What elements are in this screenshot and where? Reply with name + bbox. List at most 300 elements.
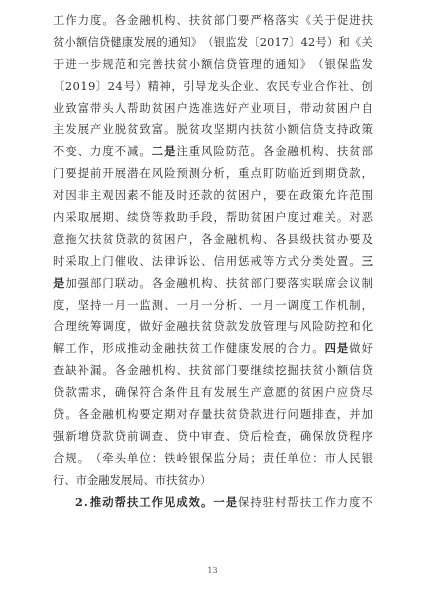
text-char: 市 xyxy=(75,473,87,487)
text-char: 前 xyxy=(127,429,139,443)
text-char: 2 xyxy=(64,79,73,93)
text-char: 、 xyxy=(176,14,188,27)
text-char: 因 xyxy=(114,189,127,203)
text-char: 贷 xyxy=(53,386,65,400)
text-char: 风 xyxy=(151,167,164,181)
text-char: 注 xyxy=(176,145,188,159)
text-char: 监 xyxy=(213,451,225,465)
text-char: 。 xyxy=(164,123,176,137)
text-char: 、 xyxy=(139,254,151,268)
text-char: 许 xyxy=(336,189,349,203)
text-char: 致 xyxy=(65,101,77,115)
text-char: 缺 xyxy=(65,364,77,378)
text-char: 式 xyxy=(287,254,299,268)
text-char: 。 xyxy=(102,14,114,27)
text-char: 是 xyxy=(53,275,65,290)
text-char: 帮 xyxy=(287,495,299,509)
text-char: 门 xyxy=(102,276,114,290)
text-char: 主 xyxy=(90,189,102,203)
text-line xyxy=(53,360,373,382)
text-char: 格 xyxy=(262,14,275,27)
text-char: 有 xyxy=(201,386,213,400)
text-char: 重 xyxy=(188,145,201,159)
text-char: 要 xyxy=(275,189,287,203)
text-char: 戒 xyxy=(250,254,262,268)
text-char: 困 xyxy=(164,232,176,246)
text-char: 各 xyxy=(275,232,287,246)
text-char: 调 xyxy=(139,429,151,443)
text-char: 单 xyxy=(127,451,139,465)
text-char: 扶 xyxy=(250,123,262,137)
text-char: 扶 xyxy=(176,342,188,356)
text-char: 展 xyxy=(77,123,89,137)
text-char: ） xyxy=(135,79,147,93)
text-char: 度 xyxy=(287,211,299,225)
text-char: 机 xyxy=(114,408,127,422)
text-char: 力 xyxy=(77,14,89,27)
text-line xyxy=(53,338,373,360)
text-char: 扶 xyxy=(188,320,201,334)
text-char: 险 xyxy=(164,167,176,181)
text-char: ， xyxy=(127,320,139,334)
text-char: 贷 xyxy=(238,429,250,443)
text-char: 取 xyxy=(77,211,89,225)
text-char: 并 xyxy=(349,408,361,422)
text-char: 时 xyxy=(53,254,65,268)
text-char: 7 xyxy=(281,35,289,49)
text-char: 二 xyxy=(151,144,164,159)
document-body xyxy=(53,10,373,513)
text-char: 联 xyxy=(312,276,324,290)
text-char: 贷 xyxy=(213,320,225,334)
text-char: 攻 xyxy=(201,123,213,137)
text-char: 议 xyxy=(349,276,361,290)
text-char: 。 xyxy=(336,211,349,225)
text-char: 动 xyxy=(312,101,324,115)
text-char: 精 xyxy=(147,79,159,93)
text-char: 金 xyxy=(90,408,102,422)
text-char: 工 xyxy=(312,495,324,509)
text-char: 、 xyxy=(254,79,266,93)
text-char: 确 xyxy=(114,386,127,400)
text-char: 扶 xyxy=(126,494,139,509)
text-char: 0 xyxy=(267,35,275,49)
text-char: 信 xyxy=(299,123,312,137)
text-line xyxy=(53,32,373,54)
text-char: 挖 xyxy=(275,364,287,378)
text-char: 作 xyxy=(324,495,336,509)
text-char: 。 xyxy=(102,364,114,378)
text-char: 成 xyxy=(176,494,188,509)
text-char: ， xyxy=(361,167,373,181)
text-char: 贷 xyxy=(90,429,102,443)
text-char: 款 xyxy=(225,320,238,334)
text-char: 贫 xyxy=(299,386,312,400)
text-char: 扶 xyxy=(188,364,201,378)
text-char: 产 xyxy=(90,123,102,137)
text-char: 贫 xyxy=(201,320,213,334)
text-char: 排 xyxy=(312,408,324,422)
text-line xyxy=(53,316,373,338)
text-char: 小 xyxy=(188,57,201,71)
text-char: 信 xyxy=(349,364,361,378)
text-char: 查 xyxy=(275,429,287,443)
text-char: 铁 xyxy=(164,451,176,465)
text-char: 防 xyxy=(275,167,287,181)
text-char: 收 xyxy=(127,254,139,268)
text-char: 户 xyxy=(250,189,262,203)
text-char: 贷 xyxy=(114,429,127,443)
text-char: 理 xyxy=(250,57,262,71)
text-line xyxy=(53,207,373,229)
text-char: 单 xyxy=(287,451,299,465)
text-char: 做 xyxy=(139,320,151,334)
text-char: 贷 xyxy=(336,429,349,443)
text-char: 等 xyxy=(262,254,275,268)
text-char: 位 xyxy=(299,451,312,465)
text-char: 贷 xyxy=(336,167,349,181)
text-char: ， xyxy=(188,232,201,246)
text-char: 期 xyxy=(324,167,336,181)
text-char: 范 xyxy=(349,189,361,203)
text-char: ， xyxy=(262,189,275,203)
text-char: 查 xyxy=(151,429,164,443)
text-char: 不 xyxy=(53,145,65,159)
text-char: 政 xyxy=(299,189,312,203)
text-char: 到 xyxy=(312,167,324,181)
text-char: 中 xyxy=(188,429,201,443)
text-char: 险 xyxy=(312,320,324,334)
text-char: 健 xyxy=(225,342,238,356)
text-char: 责 xyxy=(262,451,275,465)
text-char: 规 xyxy=(65,451,77,465)
text-char: 金 xyxy=(213,232,225,246)
text-char: 一 xyxy=(250,298,262,312)
text-char: 推 xyxy=(89,494,102,509)
text-char: 等 xyxy=(151,211,164,225)
text-char: 内 xyxy=(53,211,65,225)
text-char: 机 xyxy=(299,145,312,159)
text-char: 扶 xyxy=(299,364,312,378)
text-char: 头 xyxy=(114,451,127,465)
text-char: 期 xyxy=(102,211,114,225)
text-char: 。 xyxy=(201,494,213,509)
text-char: 需 xyxy=(77,386,89,400)
text-char: 讼 xyxy=(188,254,201,268)
text-char: 行 xyxy=(53,473,65,487)
text-char: 2 xyxy=(259,35,267,49)
text-char: 机 xyxy=(151,14,164,27)
text-char: 增 xyxy=(77,429,89,443)
text-char: 动 xyxy=(139,342,151,356)
text-char: 量 xyxy=(201,408,213,422)
text-char: 变 xyxy=(65,145,77,159)
text-line xyxy=(53,404,373,426)
text-line xyxy=(53,185,373,207)
text-char: 测 xyxy=(188,167,201,181)
text-char: 帮 xyxy=(127,101,139,115)
text-char: 〕 xyxy=(289,35,301,49)
text-char: 困 xyxy=(336,101,349,115)
text-char: 头 xyxy=(218,79,231,93)
text-char: 牵 xyxy=(102,451,114,465)
text-char: 度 xyxy=(102,145,114,159)
text-char: 门 xyxy=(53,167,65,181)
text-char: 手 xyxy=(188,211,201,225)
text-char: 贫 xyxy=(238,276,250,290)
text-char: 部 xyxy=(361,145,373,159)
text-char: 段 xyxy=(201,211,213,225)
text-char: 持 xyxy=(250,495,262,509)
text-char: 作 xyxy=(325,79,337,93)
text-char: 对 xyxy=(349,211,361,225)
text-char: 富 xyxy=(77,101,89,115)
text-char: 知 xyxy=(287,57,299,71)
text-char: 漏 xyxy=(90,364,102,378)
page-number: 13 xyxy=(207,566,218,575)
text-char: 件 xyxy=(176,386,188,400)
text-char: 推 xyxy=(127,342,139,356)
text-char: 难 xyxy=(312,211,324,225)
text-char: 选 xyxy=(188,101,201,115)
text-char: 度 xyxy=(349,495,361,509)
text-char: 后 xyxy=(250,429,262,443)
text-char: 分 xyxy=(201,167,213,181)
text-char: 。 xyxy=(349,254,361,268)
text-char: 、 xyxy=(164,298,176,312)
text-char: 采 xyxy=(65,254,77,268)
text-char: 行 xyxy=(275,408,287,422)
text-char: 支 xyxy=(324,123,336,137)
text-char: 条 xyxy=(164,386,176,400)
text-char: 信 xyxy=(213,57,225,71)
text-char: 化 xyxy=(361,320,373,334)
text-char: 作 xyxy=(77,342,89,356)
text-char: 小 xyxy=(275,123,287,137)
text-char: 一 xyxy=(77,57,89,71)
text-char: 户 xyxy=(349,101,361,115)
text-char: 一 xyxy=(176,298,188,312)
text-char: 制 xyxy=(349,298,361,312)
text-char: 村 xyxy=(275,495,287,509)
text-char: 融 xyxy=(98,473,110,487)
text-char: 要 xyxy=(65,167,77,181)
text-char: ， xyxy=(225,167,238,181)
text-char: 的 xyxy=(287,386,299,400)
text-char: 。 xyxy=(65,408,77,422)
text-char: 发 xyxy=(213,386,225,400)
text-char: ， xyxy=(361,298,373,312)
text-char: 构 xyxy=(312,145,324,159)
text-char: 惩 xyxy=(238,254,250,268)
text-char: 额 xyxy=(287,123,299,137)
text-char: 融 xyxy=(176,320,188,334)
text-char: 2 xyxy=(308,35,316,49)
text-char: 展 xyxy=(225,386,238,400)
text-char: 检 xyxy=(262,429,275,443)
text-char: 理 xyxy=(65,320,77,334)
text-char: 定 xyxy=(151,408,164,422)
text-char: 控 xyxy=(336,320,349,334)
text-char: 任 xyxy=(275,451,287,465)
text-char: 业 xyxy=(250,101,262,115)
text-char: 合 xyxy=(151,386,164,400)
text-char: 是 xyxy=(336,341,349,356)
text-char: 测 xyxy=(151,298,164,312)
text-char: 构 xyxy=(250,232,262,246)
text-char: 保 xyxy=(127,386,139,400)
text-char: 〔 xyxy=(248,35,260,49)
text-char: 范 xyxy=(114,57,127,71)
text-line xyxy=(53,492,373,514)
text-char: 要 xyxy=(238,14,250,27)
text-char: 贫 xyxy=(151,101,164,115)
text-char: 审 xyxy=(201,429,213,443)
text-char: 的 xyxy=(156,35,168,49)
text-char: 类 xyxy=(312,254,324,268)
text-char: 策 xyxy=(361,123,373,137)
text-char: 小 xyxy=(64,35,76,49)
text-char: 四 xyxy=(324,341,336,356)
text-char: 头 xyxy=(102,101,114,115)
text-char: 、 xyxy=(143,473,155,487)
text-char: 门 xyxy=(225,364,238,378)
text-char: 导 xyxy=(195,79,207,93)
text-line xyxy=(53,54,373,76)
text-char: 助 xyxy=(139,101,151,115)
text-char: 0 xyxy=(72,79,80,93)
text-char: 〕 xyxy=(95,79,108,93)
text-char: 帮 xyxy=(114,494,126,509)
text-char: 催 xyxy=(114,254,127,268)
text-char: 贫 xyxy=(177,473,189,487)
text-char: 要 xyxy=(238,364,250,378)
text-line xyxy=(53,382,373,404)
text-char: 调 xyxy=(102,320,114,334)
text-char: 各 xyxy=(77,408,89,422)
text-char: 续 xyxy=(262,364,275,378)
text-char: 构 xyxy=(164,14,176,27)
text-char: 生 xyxy=(238,386,250,400)
text-char: 采 xyxy=(65,211,77,225)
text-char: 欠 xyxy=(77,232,89,246)
text-char: 查 xyxy=(213,429,225,443)
text-char: 进 xyxy=(65,57,77,71)
text-char: 1 xyxy=(80,79,88,93)
text-char: 部 xyxy=(90,276,102,290)
text-line xyxy=(53,229,373,251)
text-char: 。 xyxy=(250,145,262,159)
text-char: 贫 xyxy=(349,145,361,159)
text-char: 扶 xyxy=(164,57,176,71)
text-char: 贫 xyxy=(201,14,213,27)
text-char: 。 xyxy=(77,451,89,465)
text-char: 2 xyxy=(75,494,83,509)
text-line xyxy=(53,98,373,120)
text-char: 贷 xyxy=(361,364,373,378)
text-char: ， xyxy=(213,211,225,225)
text-char: 析 xyxy=(213,167,225,181)
text-char: 一 xyxy=(275,298,287,312)
text-char: 门 xyxy=(102,254,114,268)
text-char: 继 xyxy=(250,364,262,378)
text-char: 富 xyxy=(151,123,164,137)
text-char: 、 xyxy=(164,429,176,443)
text-char: 分 xyxy=(225,451,238,465)
text-char: 发 xyxy=(250,342,262,356)
text-char: 保 xyxy=(201,451,213,465)
text-char: 序 xyxy=(361,429,373,443)
text-char: 分 xyxy=(213,298,225,312)
text-char: 愿 xyxy=(275,386,287,400)
text-char: 业 xyxy=(242,79,254,93)
text-char: 合 xyxy=(313,79,326,93)
text-line xyxy=(53,141,373,163)
text-char: 形 xyxy=(102,342,114,356)
text-char: 款 xyxy=(127,232,139,246)
text-char: 贫 xyxy=(188,342,201,356)
text-char: 关 xyxy=(324,211,336,225)
text-char: 效 xyxy=(188,494,200,509)
text-char: 康 xyxy=(238,342,250,356)
text-char: 持 xyxy=(90,298,102,312)
text-char: 发 xyxy=(236,35,249,49)
text-char: 作 xyxy=(324,298,336,312)
text-char: 减 xyxy=(127,145,139,159)
text-char: 一 xyxy=(201,298,213,312)
text-char: 续 xyxy=(127,211,139,225)
text-char: . xyxy=(83,494,88,509)
text-char: 和 xyxy=(127,57,139,71)
text-char: 作 xyxy=(151,494,163,509)
text-char: 项 xyxy=(262,101,275,115)
text-char: 金 xyxy=(86,473,99,487)
text-char: 实 xyxy=(287,14,299,27)
text-char: 好 xyxy=(225,101,238,115)
text-char: 龙 xyxy=(206,79,219,93)
text-char: 会 xyxy=(336,276,349,290)
text-char: 困 xyxy=(262,211,275,225)
text-char: ： xyxy=(312,451,324,465)
text-char: 、 xyxy=(324,145,336,159)
text-char: 金 xyxy=(275,145,287,159)
text-char: 业 xyxy=(53,101,65,115)
text-char: 《 xyxy=(299,14,312,27)
text-char: 应 xyxy=(336,386,349,400)
text-char: （ xyxy=(90,451,102,465)
text-char: 业 xyxy=(102,123,114,137)
text-char: 扶 xyxy=(336,145,349,159)
text-char: 贷 xyxy=(114,232,127,246)
text-char: 要 xyxy=(275,276,287,290)
text-char: 坚 xyxy=(213,123,225,137)
text-char: 款 xyxy=(65,386,77,400)
text-char: 放 xyxy=(324,429,336,443)
text-char: 联 xyxy=(114,276,127,290)
text-char: 不 xyxy=(114,145,127,159)
text-char: 小 xyxy=(324,364,336,378)
text-char: 农 xyxy=(266,79,278,93)
text-char: 贫 xyxy=(102,232,114,246)
text-char: 额 xyxy=(75,35,88,49)
text-char: 部 xyxy=(213,14,225,27)
text-char: 理 xyxy=(275,320,287,334)
text-char: 且 xyxy=(188,386,201,400)
text-char: 困 xyxy=(164,101,176,115)
text-char: 金 xyxy=(127,364,139,378)
text-char: 时 xyxy=(176,189,188,203)
text-char: 工 xyxy=(139,494,151,509)
